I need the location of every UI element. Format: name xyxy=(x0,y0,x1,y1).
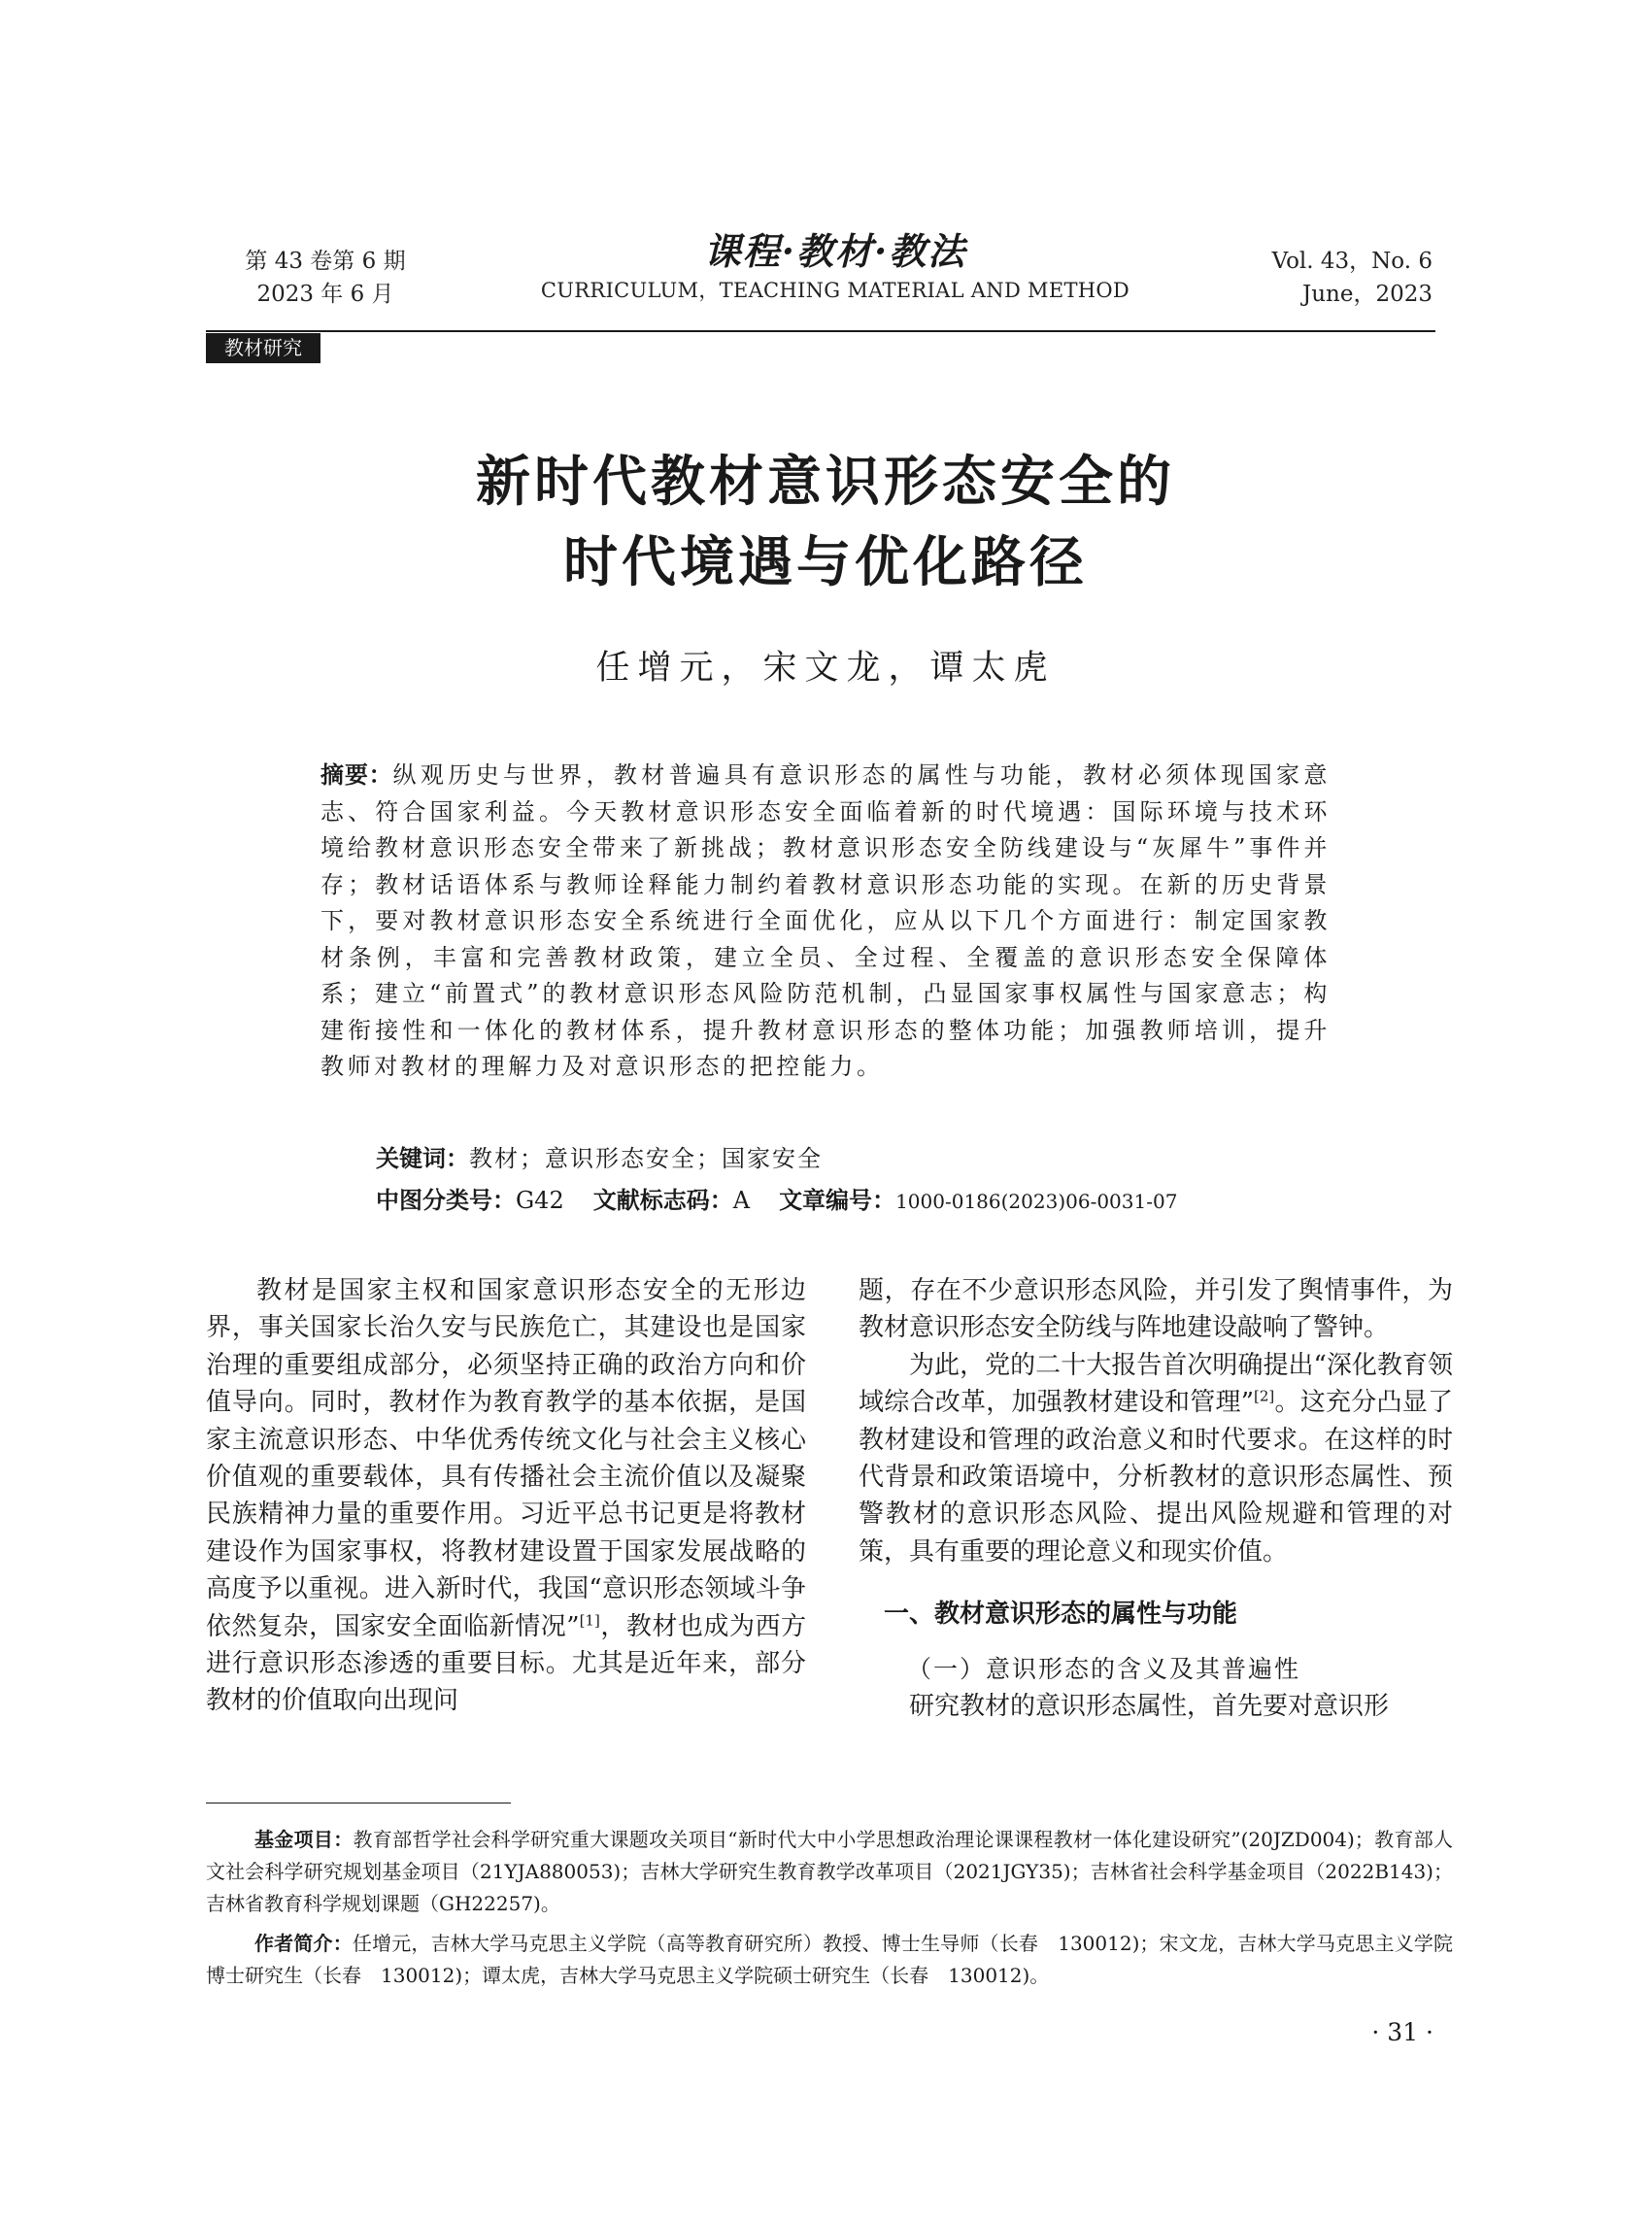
keywords: 关键词：教材；意识形态安全；国家安全 xyxy=(376,1145,823,1172)
article-title-line-2: 时代境遇与优化路径 xyxy=(563,531,1088,594)
journal-name-en: CURRICULUM，TEACHING MATERIAL AND METHOD xyxy=(540,279,1130,302)
doc-code-value: A xyxy=(732,1187,751,1214)
body-column-right xyxy=(859,1272,1453,1725)
article-no-label: 文章编号 xyxy=(779,1187,873,1214)
author-bio-label: 作者简介 xyxy=(254,1932,333,1955)
funding-label: 基金项目 xyxy=(254,1828,334,1851)
volume-issue-cn: 第 43 卷第 6 期 xyxy=(245,249,406,274)
keywords-text: 教材；意识形态安全；国家安全 xyxy=(469,1145,823,1172)
footnote-rule xyxy=(206,1803,511,1804)
body-column-left xyxy=(206,1272,806,1720)
abstract: 摘要：纵观历史与世界，教材普遍具有意识形态的属性与功能，教材必须体现国家意志、符合国家利益。今天教材意识形态安全面临着新的时代境遇：国际环境与技术环境给教材意识形态安全带来了新挑战；教材意识形态安全防线建设与“灰犀牛”事件并存；教材话语体系与教师诠释能力制约着教材意识形态功能的实现。在新的历史背景下，要对教材意识形态安全系统进行全面优化，应从以下几个方面进行：制定国家教材条例，丰富和完善教材政策，建立全员、全过程、全覆盖的意识形态安全保障体系；建立“前置式”的教材意识形态风险防范机制，凸显国家事权属性与国家意志；构建衔接性和一体化的教材体系，提升教材意识形态的整体功能；加强教师培训，提升教师对教材的理解力及对意识形态的把控能力。 xyxy=(320,761,1332,1080)
paragraph-1-tail: ，教材也成为西方进行意识形态渗透的重要目标。尤其是近年来，部分教材的价值取向出现问 xyxy=(206,1611,806,1716)
header-volume-en xyxy=(1253,245,1433,311)
keywords-label: 关键词 xyxy=(376,1145,446,1172)
header-volume-cn xyxy=(243,245,408,311)
header-rule xyxy=(206,330,1435,332)
section-heading-1: 一、教材意识形态的属性与功能 xyxy=(884,1600,1238,1630)
paragraph-2-text: 为此，党的二十大报告首次明确提出“深化教育领域综合改革，加强教材建设和管理” xyxy=(859,1350,1453,1418)
citation-1: [1] xyxy=(579,1611,600,1629)
paragraph-1 xyxy=(206,1272,806,1720)
clc-label: 中图分类号 xyxy=(376,1187,492,1214)
citation-2: [2] xyxy=(1254,1387,1275,1405)
paragraph-2-tail: 。这充分凸显了教材建设和管理的政治意义和时代要求。在这样的时代背景和政策语境中，分析教材的意识形态属性、预警教材的意识形态风险、提出风险规避和管理的对策，具有重要的理论意义和现实价值。 xyxy=(859,1388,1453,1567)
footnote-authors: 作者简介：任增元，吉林大学马克思主义学院（高等教育研究所）教授、博士生导师（长春 130012)；宋文龙，吉林大学马克思主义学院博士研究生（长春 130012)；谭太虎，吉林大学马克思主义学院硕士研究生（长春 130012)。 xyxy=(206,1932,1454,1987)
article-no-value: 1000-0186(2023)06-0031-07 xyxy=(895,1190,1178,1213)
subsection-heading-1: （一）意识形态的含义及其普遍性 xyxy=(907,1654,1301,1683)
date-cn: 2023 年 6 月 xyxy=(256,282,394,307)
date-en: June，2023 xyxy=(1302,282,1433,307)
abstract-text: 纵观历史与世界，教材普遍具有意识形态的属性与功能，教材必须体现国家意志、符合国家利益。今天教材意识形态安全面临着新的时代境遇：国际环境与技术环境给教材意识形态安全带来了新挑战；教材意识形态安全防线建设与“灰犀牛”事件并存；教材话语体系与教师诠释能力制约着教材意识形态功能的实现。在新的历史背景下，要对教材意识形态安全系统进行全面优化，应从以下几个方面进行：制定国家教材条例，丰富和完善教材政策，建立全员、全过程、全覆盖的意识形态安全保障体系；建立“前置式”的教材意识形态风险防范机制，凸显国家事权属性与国家意志；构建衔接性和一体化的教材体系，提升教材意识形态的整体功能；加强教师培训，提升教师对教材的理解力及对意识形态的把控能力。 xyxy=(320,761,1332,1080)
paragraph-2 xyxy=(859,1347,1453,1570)
paragraph-1-continued: 题，存在不少意识形态风险，并引发了舆情事件，为教材意识形态安全防线与阵地建设敲响了警钟。 xyxy=(859,1276,1453,1343)
journal-masthead xyxy=(529,227,1141,305)
article-title-line-1: 新时代教材意识形态安全的 xyxy=(476,451,1175,514)
volume-issue-en: Vol. 43，No. 6 xyxy=(1271,249,1433,274)
clc-value: G42 xyxy=(516,1187,564,1214)
section-tag: 教材研究 xyxy=(206,333,320,363)
paragraph-1-text: 教材是国家主权和国家意识形态安全的无形边界，事关国家长治久安与民族危亡，其建设也是国家治理的重要组成部分，必须坚持正确的政治方向和价值导向。同时，教材作为教育教学的基本依据，是国家主流意识形态、中华优秀传统文化与社会主义核心价值观的重要载体，具有传播社会主流价值以及凝聚民族精神力量的重要作用。习近平总书记更是将教材建设作为国家事权，将教材建设置于国家发展战略的高度予以重视。进入新时代，我国“意识形态领域斗争依然复杂，国家安全面临新情况” xyxy=(206,1276,806,1641)
authors: 任增元，宋文龙，谭太虎 xyxy=(595,649,1056,688)
journal-name-cn: 课程·教材·教法 xyxy=(703,229,967,273)
abstract-label: 摘要 xyxy=(320,761,369,789)
funding-text: 教育部哲学社会科学研究重大课题攻关项目“新时代大中小学思想政治理论课课程教材一体化建设研究”(20JZD004)；教育部人文社会科学研究规划基金项目（21YJA880053)；吉林大学研究生教育教学改革项目（2021JGY35)；吉林省社会科学基金项目（2022B143)；吉林省教育科学规划课题（GH22257)。 xyxy=(206,1828,1454,1915)
footnote-funding: 基金项目：教育部哲学社会科学研究重大课题攻关项目“新时代大中小学思想政治理论课课程教材一体化建设研究”(20JZD004)；教育部人文社会科学研究规划基金项目（21YJA880053)；吉林大学研究生教育教学改革项目（2021JGY35)；吉林省社会科学基金项目（2022B143)；吉林省教育科学规划课题（GH22257)。 xyxy=(206,1828,1454,1915)
author-bio-text: 任增元，吉林大学马克思主义学院（高等教育研究所）教授、博士生导师（长春 130012)；宋文龙，吉林大学马克思主义学院博士研究生（长春 130012)；谭太虎，吉林大学马克思主义学院硕士研究生（长春 130012)。 xyxy=(206,1932,1454,1987)
page-number: · 31 · xyxy=(1371,2018,1433,2046)
paragraph-3: 研究教材的意识形态属性，首先要对意识形 xyxy=(909,1692,1390,1722)
doc-code-label: 文献标志码 xyxy=(592,1187,710,1214)
classification-line: 中图分类号：G42 文献标志码：A 文章编号：1000-0186(2023)06-0031-07 xyxy=(376,1187,1178,1214)
